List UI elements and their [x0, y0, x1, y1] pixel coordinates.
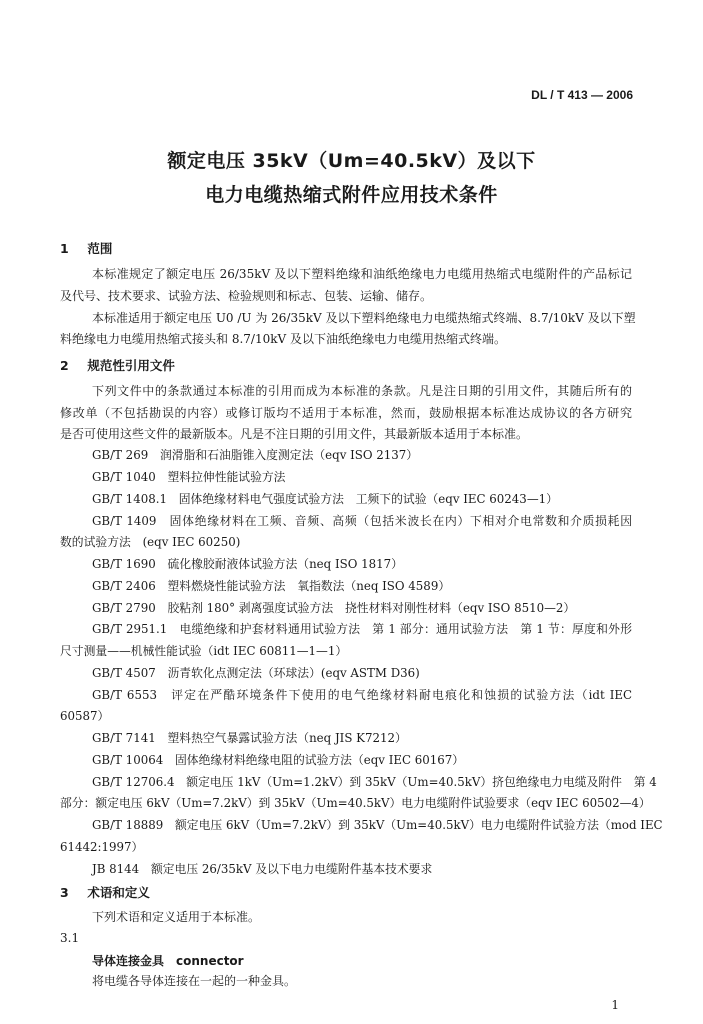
section-number: 1 [60, 241, 69, 256]
reference-gbt-2790: GB/T 2790 胶粘剂 180° 剥离强度试验方法 挠性材料对刚性材料（eqv ISO 8510—2） [92, 601, 576, 615]
document-number: DL / T 413 — 2006 [531, 88, 633, 102]
reference-gbt-10064: GB/T 10064 固体绝缘材料绝缘电阻的试验方法（eqv IEC 60167） [92, 753, 465, 767]
reference-gbt-12706-4-line-1: GB/T 12706.4 额定电压 1kV（Um=1.2kV）到 35kV（Um=40.5kV）挤包绝缘电力电缆及附件 第 4 [92, 775, 657, 789]
term-number: 3.1 [60, 931, 80, 945]
reference-gbt-18889-line-2: 61442:1997） [60, 840, 144, 854]
section-3-heading [60, 883, 150, 901]
reference-gbt-1690: GB/T 1690 硫化橡胶耐液体试验方法（neq ISO 1817） [92, 557, 403, 571]
reference-gbt-2951-1-line-2: 尺寸测量——机械性能试验（idt IEC 60811—1—1） [60, 644, 348, 658]
section-2-line-2: 修改单（不包括勘误的内容）或修订版均不适用于本标准，然而，鼓励根据本标准达成协议的各方研究 [60, 406, 632, 420]
title-line-1: 额定电压 35kV（Um=40.5kV）及以下 [167, 150, 536, 172]
section-number: 3 [60, 885, 69, 900]
section-title: 规范性引用文件 [87, 358, 175, 373]
title-line-2: 电力电缆热缩式附件应用技术条件 [205, 184, 498, 206]
section-2-line-3: 是否可使用这些文件的最新版本。凡是不注日期的引用文件，其最新版本适用于本标准。 [60, 427, 529, 441]
reference-gbt-1408-1: GB/T 1408.1 固体绝缘材料电气强度试验方法 工频下的试验（eqv IEC 60243—1） [92, 492, 558, 506]
reference-gbt-2406: GB/T 2406 塑料燃烧性能试验方法 氧指数法（neq ISO 4589） [92, 579, 451, 593]
term-definition: 将电缆各导体连接在一起的一种金具。 [92, 974, 297, 988]
reference-gbt-1040: GB/T 1040 塑料拉伸性能试验方法 [92, 470, 286, 484]
section-number: 2 [60, 358, 69, 373]
section-2-heading [60, 356, 175, 374]
reference-gbt-6553-line-1: GB/T 6553 评定在严酷环境条件下使用的电气绝缘材料耐电痕化和蚀损的试验方法（idt IEC [92, 688, 632, 702]
page-number: 1 [611, 998, 619, 1012]
section-1-line-3: 本标准适用于额定电压 U0 /U 为 26/35kV 及以下塑料绝缘电力电缆热缩式终端、8.7/10kV 及以下塑 [92, 311, 636, 325]
reference-gbt-4507: GB/T 4507 沥青软化点测定法（环球法）(eqv ASTM D36) [92, 666, 420, 680]
reference-gbt-6553-line-2: 60587） [60, 709, 110, 723]
reference-gbt-12706-4-line-2: 部分：额定电压 6kV（Um=7.2kV）到 35kV（Um=40.5kV）电力电缆附件试验要求（eqv IEC 60502—4） [60, 796, 651, 810]
section-1-heading [60, 239, 112, 257]
section-1-line-4: 料绝缘电力电缆用热缩式接头和 8.7/10kV 及以下油纸绝缘电力电缆用热缩式终端。 [60, 332, 506, 346]
term-name: 导体连接金具 connector [92, 954, 244, 968]
reference-gbt-7141: GB/T 7141 塑料热空气暴露试验方法（neq JIS K7212） [92, 731, 407, 745]
reference-gbt-2951-1-line-1: GB/T 2951.1 电缆绝缘和护套材料通用试验方法 第 1 部分：通用试验方法 第 1 节：厚度和外形 [92, 622, 632, 636]
section-title: 范围 [87, 241, 113, 256]
reference-gbt-269: GB/T 269 润滑脂和石油脂锥入度测定法（eqv ISO 2137） [92, 448, 419, 462]
reference-gbt-18889-line-1: GB/T 18889 额定电压 6kV（Um=7.2kV）到 35kV（Um=40.5kV）电力电缆附件试验方法（mod IEC [92, 818, 663, 832]
reference-gbt-1409-line-1: GB/T 1409 固体绝缘材料在工频、音频、高频（包括米波长在内）下相对介电常数和介质损耗因 [92, 514, 632, 528]
section-1-line-2: 及代号、技术要求、试验方法、检验规则和标志、包装、运输、储存。 [60, 289, 433, 303]
section-title: 术语和定义 [87, 885, 150, 900]
section-1-line-1: 本标准规定了额定电压 26/35kV 及以下塑料绝缘和油纸绝缘电力电缆用热缩式电缆附件的产品标记 [92, 267, 632, 281]
reference-jb-8144: JB 8144 额定电压 26/35kV 及以下电力电缆附件基本技术要求 [92, 862, 433, 876]
section-2-line-1: 下列文件中的条款通过本标准的引用而成为本标准的条款。凡是注日期的引用文件，其随后所有的 [92, 384, 632, 398]
reference-gbt-1409-line-2: 数的试验方法 (eqv IEC 60250) [60, 535, 241, 549]
section-3-intro: 下列术语和定义适用于本标准。 [92, 910, 261, 924]
